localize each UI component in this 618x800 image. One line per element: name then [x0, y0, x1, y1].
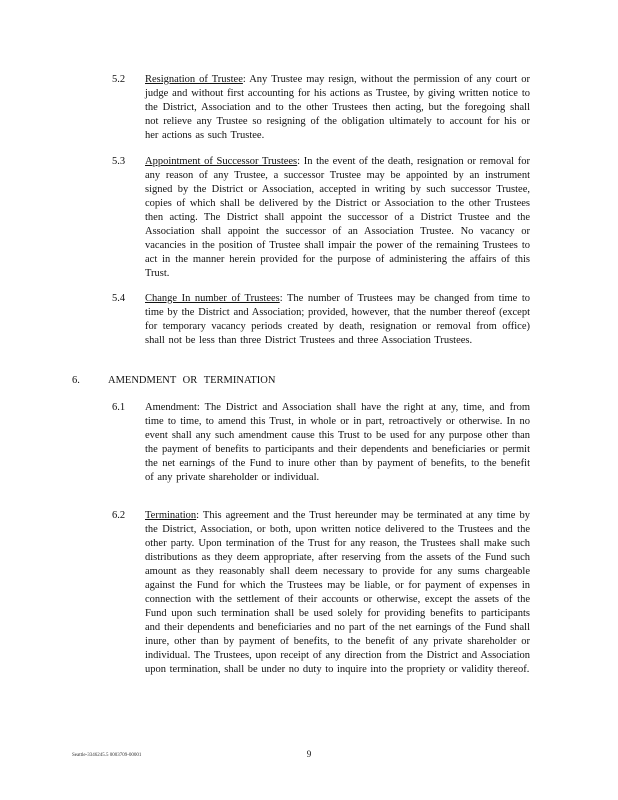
clause-heading: Resignation of Trustee	[145, 74, 243, 85]
clause-number: 5.2	[112, 74, 126, 85]
page-number: 9	[306, 749, 312, 759]
clause-number: 5.3	[112, 156, 126, 167]
section-title: AMENDMENT OR TERMINATION	[108, 375, 276, 386]
clause-body: Amendment: The District and Association shall have the right at any, time, and from time to time, to amend this Trust, in whole or in part, retroactively or otherwise. In no event shall any such amendment cause this Trust to be used for any purpose other than the payment of benefits to participants and their dependents and beneficiaries or permit the net earnings of the Fund to inure other than by payment of benefits, to the benefit of any private shareholder or individual.	[145, 402, 530, 483]
clause-number: 6.1	[112, 402, 126, 413]
clause-body: : This agreement and the Trust hereunder may be terminated at any time by the District, Association, or both, upon written notice delivered to the Trustees and the other party. Upon termination of the Trust for any reason, the Trustees shall make such distributions as they deem appropriate, after reserving from the assets of the Fund such amount as they reasonably shall deem necessary to provide for any sums chargeable against the Fund for which the Trustees may be liable, or for payment of expenses in connection with the settlement of their accounts or otherwise, except the assets of the Fund upon such termination shall be used solely for providing benefits to participants and their dependents and beneficiaries and no part of the net earnings of the Fund shall inure, other than by payment of benefits, to the benefit of any private shareholder or individual. The Trustees, upon receipt of any direction from the District and Association upon termination, shall be under no duty to inquire into the propriety or validity thereof.	[145, 510, 530, 675]
clause-body: : The number of Trustees may be changed from time to time by the District and Association; provided, however, that the number thereof (except for temporary vacancy periods created by death, resignation or removal from office) shall not be less than three District Trustees and three Association Trustees.	[145, 293, 531, 346]
clause-body: : Any Trustee may resign, without the permission of any court or judge and without first accounting for his actions as Trustee, by giving written notice to the District, Association and to the other Trustees then acting, but the foregoing shall not relieve any Trustee so resigning of the obligation ultimately to account for his or her actions as such Trustee.	[145, 74, 530, 141]
clause-paragraph	[145, 292, 530, 348]
clause-paragraph	[145, 73, 530, 143]
clause-heading: Appointment of Successor Trustees	[145, 156, 298, 167]
clause-heading: Change In number of Trustees	[145, 293, 280, 304]
clause-heading: Termination	[145, 510, 197, 521]
clause-number: 5.4	[112, 293, 126, 304]
clause-body: : In the event of the death, resignation or removal for any reason of any Trustee, a successor Trustee may be appointed by an instrument signed by the District or Association, accepted in writing by such successor Trustee, copies of which shall be delivered by the District or Association to the other Trustees then acting. The District shall appoint the successor of a District Trustee and the Association shall appoint the successor of an Association Trustee. No vacancy or vacancies in the position of Trustee shall impair the power of the remaining Trustees to act in the manner herein provided for the purpose of administering the affairs of this Trust.	[145, 156, 530, 279]
footer-document-id: Seattle-3346245.5 0003709-00001	[72, 753, 142, 758]
clause-paragraph	[145, 155, 530, 281]
clause-number: 6.2	[112, 510, 126, 521]
clause-paragraph	[145, 401, 530, 485]
section-number: 6.	[72, 375, 80, 386]
clause-paragraph	[145, 509, 530, 677]
